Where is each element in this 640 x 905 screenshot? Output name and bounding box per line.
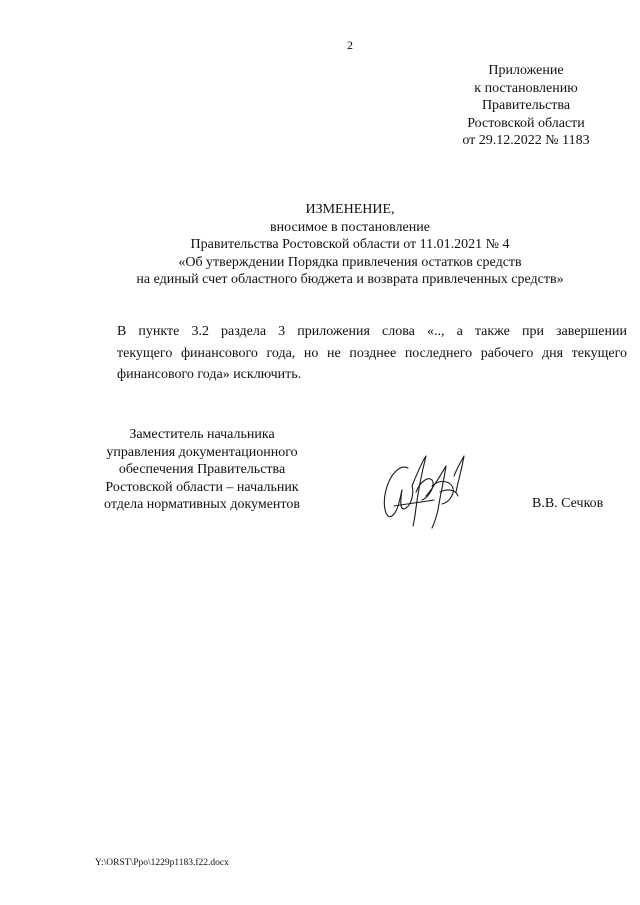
heading-line: Правительства Ростовской области от 11.01.2021 № 4 xyxy=(190,237,510,252)
page-number: 2 xyxy=(347,38,353,52)
file-path-footer: Y:\ORST\Ppo\1229p1183.f22.docx xyxy=(95,858,229,868)
attachment-line: к постановлению xyxy=(474,80,578,96)
paragraph-continuation: текущего финансового года, но не позднее последнего рабочего дня текущего финансового года» исключить. xyxy=(117,345,627,382)
heading-line: на единый счет областного бюджета и возврата привлеченных средств» xyxy=(136,272,564,287)
heading-line: «Об утверждении Порядка привлечения остатков средств xyxy=(178,254,522,270)
signatory-line: управления документационного xyxy=(106,444,298,460)
attachment-line: Ростовской области xyxy=(467,115,585,131)
signatory-line: Заместитель начальника xyxy=(129,427,275,442)
attachment-block xyxy=(426,62,626,150)
heading-line: вносимое в постановление xyxy=(270,219,430,235)
attachment-line: Приложение xyxy=(488,63,564,78)
heading-line: ИЗМЕНЕНИЕ, xyxy=(305,202,395,217)
attachment-line: Правительства xyxy=(481,98,571,113)
handwritten-signature xyxy=(370,446,475,531)
signatory-position xyxy=(93,426,311,514)
signer-name: В.В. Сечков xyxy=(532,496,604,511)
signatory-line: обеспечения Правительства xyxy=(118,462,286,477)
signatory-line: отдела нормативных документов xyxy=(104,497,300,512)
paragraph-first-line: В пункте 3.2 раздела 3 приложения слова «.., а также при завершении xyxy=(117,324,627,339)
signatory-line: Ростовской области – начальник xyxy=(105,479,299,495)
amendment-paragraph xyxy=(117,321,627,386)
document-heading xyxy=(0,201,640,289)
attachment-line: от 29.12.2022 № 1183 xyxy=(462,133,590,148)
